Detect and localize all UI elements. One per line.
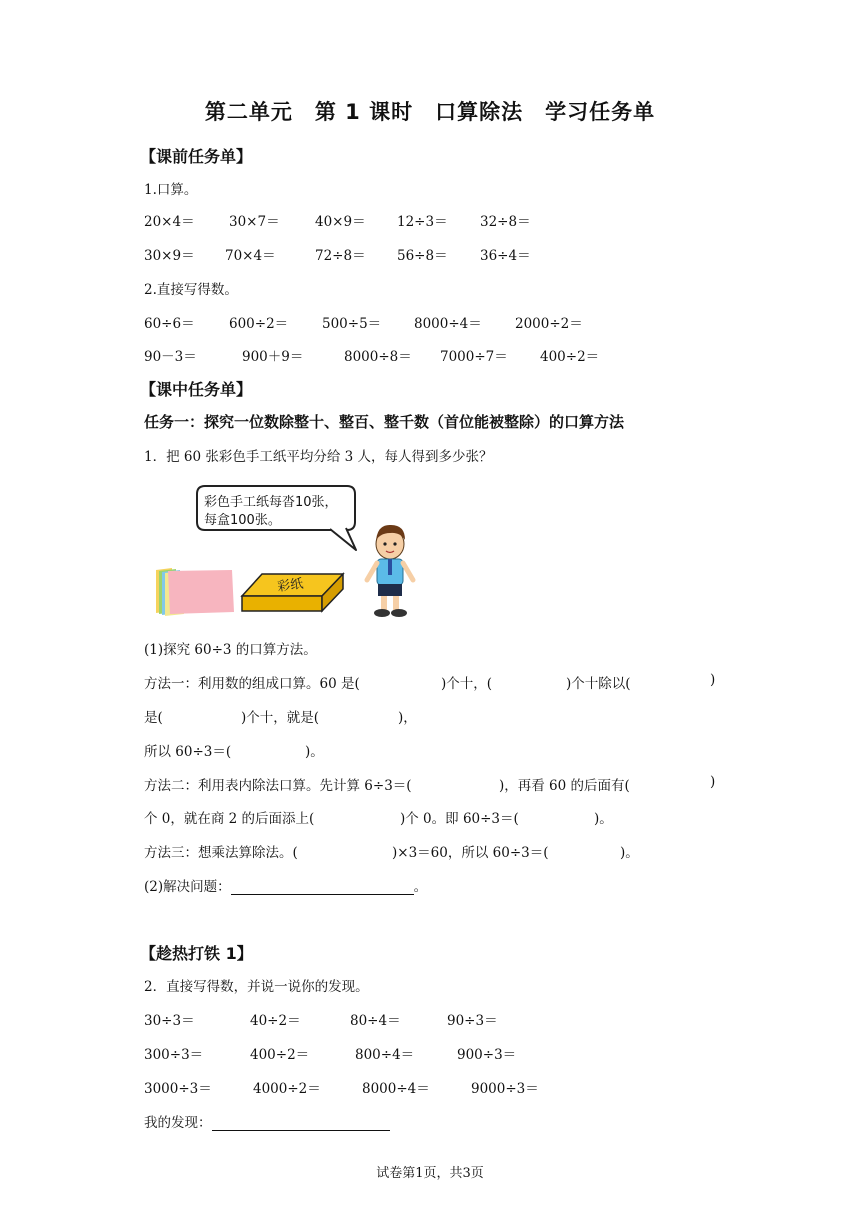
calc-item: 4000÷2＝ <box>253 1081 321 1097</box>
method-two-text: 个 0，就在商 2 的后面添上( <box>144 811 315 827</box>
method-one-text: 所以 60÷3＝( <box>144 744 232 760</box>
my-finding-label: 我的发现： <box>144 1115 212 1131</box>
box-label: 彩纸 <box>276 576 305 595</box>
boy-character <box>367 525 413 617</box>
colored-paper-stack <box>156 568 234 616</box>
method-one-text: )。 <box>305 744 324 760</box>
page-footer: 试卷第1页，共3页 <box>376 1166 484 1181</box>
method-three-text: 方法三：想乘法算除法。( <box>144 845 298 861</box>
calc-item: 30×7＝ <box>229 214 280 230</box>
method-one-text: 方法一：利用数的组成口算。60 是( <box>144 676 360 692</box>
method-one-text: 是( <box>144 710 163 726</box>
calc-item: 80÷4＝ <box>350 1013 401 1029</box>
calc-item: 9000÷3＝ <box>471 1081 539 1097</box>
calc-item: 36÷4＝ <box>480 248 531 264</box>
calc-item: 2000÷2＝ <box>515 316 583 332</box>
calc-item: 72÷8＝ <box>315 248 366 264</box>
speech-bubble <box>197 486 356 550</box>
in-class-header: 【课中任务单】 <box>140 380 253 399</box>
calc-item: 40÷2＝ <box>250 1013 301 1029</box>
part-2-label: (2)解决问题： <box>144 879 231 895</box>
method-two-text: )。 <box>594 811 613 827</box>
calc-item: 8000÷4＝ <box>362 1081 430 1097</box>
method-one-text: )， <box>398 710 417 726</box>
method-one-text: )个十，就是( <box>241 710 320 726</box>
calc-item: 56÷8＝ <box>397 248 448 264</box>
part-2-end: 。 <box>413 879 428 895</box>
calc-item: 30÷3＝ <box>144 1013 195 1029</box>
calc-item: 800÷4＝ <box>355 1047 415 1063</box>
calc-item: 32÷8＝ <box>480 214 531 230</box>
calc-item: 90÷3＝ <box>447 1013 498 1029</box>
method-one-text: )个十除以( <box>566 676 631 692</box>
bubble-text-line-1: 彩色手工纸每沓10张， <box>204 495 338 510</box>
calc-item: 40×9＝ <box>315 214 366 230</box>
question-1: 1.口算。 <box>144 182 198 198</box>
calc-item: 8000÷4＝ <box>414 316 482 332</box>
method-three-text: )。 <box>620 845 639 861</box>
paper-box <box>242 574 343 611</box>
calc-item: 900＋9＝ <box>242 349 304 365</box>
calc-item: 600÷2＝ <box>229 316 289 332</box>
calc-item: 8000÷8＝ <box>344 349 412 365</box>
bubble-text-line-2: 每盒100张。 <box>204 513 281 528</box>
calc-item: 400÷2＝ <box>540 349 600 365</box>
answer-blank[interactable] <box>231 879 414 895</box>
calc-item: 500÷5＝ <box>322 316 382 332</box>
method-two-text: ) <box>710 774 716 790</box>
calc-item: 60÷6＝ <box>144 316 195 332</box>
calc-item: 300÷3＝ <box>144 1047 204 1063</box>
calc-item: 12÷3＝ <box>397 214 448 230</box>
problem-1: 1．把 60 张彩色手工纸平均分给 3 人，每人得到多少张？ <box>144 449 493 465</box>
calc-item: 20×4＝ <box>144 214 195 230</box>
method-one-text: )个十，( <box>441 676 493 692</box>
method-two-text: )，再看 60 的后面有( <box>499 778 630 794</box>
method-one-text: ) <box>710 672 716 688</box>
practice-question-2: 2．直接写得数，并说一说你的发现。 <box>144 979 369 995</box>
task-one-title: 任务一：探究一位数除整十、整百、整千数（首位能被整除）的口算方法 <box>144 413 625 431</box>
calc-item: 30×9＝ <box>144 248 195 264</box>
practice-header: 【趁热打铁 1】 <box>140 944 253 963</box>
my-finding <box>144 1111 390 1131</box>
calc-item: 400÷2＝ <box>250 1047 310 1063</box>
part-2 <box>144 875 427 895</box>
calc-item: 3000÷3＝ <box>144 1081 212 1097</box>
calc-item: 90－3＝ <box>144 349 197 365</box>
page-title: 第二单元 第 1 课时 口算除法 学习任务单 <box>204 100 656 124</box>
question-2: 2.直接写得数。 <box>144 282 238 298</box>
method-three-text: )×3＝60，所以 60÷3＝( <box>392 845 549 861</box>
calc-item: 900÷3＝ <box>457 1047 517 1063</box>
calc-item: 7000÷7＝ <box>440 349 508 365</box>
calc-item: 70×4＝ <box>225 248 276 264</box>
part-1-title: (1)探究 60÷3 的口算方法。 <box>144 642 317 658</box>
method-two-text: 方法二：利用表内除法口算。先计算 6÷3＝( <box>144 778 412 794</box>
paper-illustration <box>150 478 425 620</box>
method-two-text: )个 0。即 60÷3＝( <box>400 811 519 827</box>
pre-task-header: 【课前任务单】 <box>140 147 253 166</box>
finding-blank[interactable] <box>212 1115 390 1131</box>
